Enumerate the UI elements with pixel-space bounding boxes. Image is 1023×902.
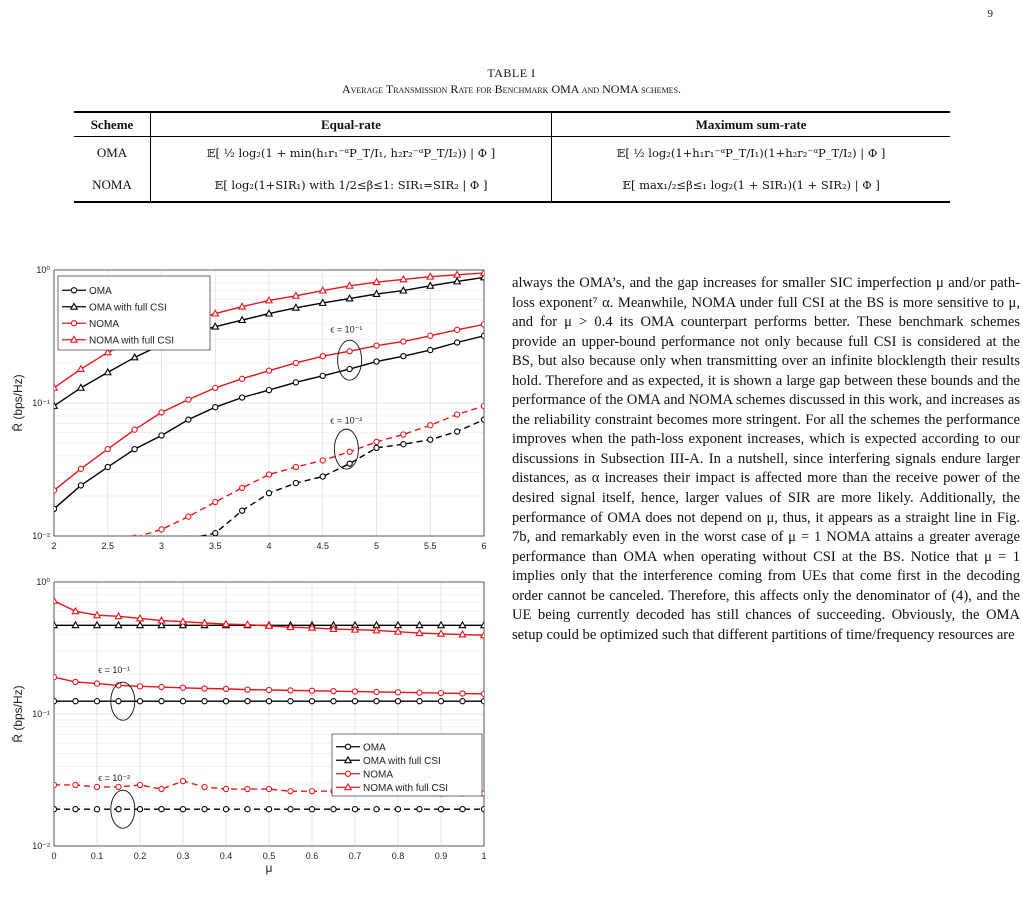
cell-scheme: OMA bbox=[74, 137, 151, 170]
data-point bbox=[428, 333, 433, 338]
data-point bbox=[51, 807, 56, 812]
data-point bbox=[266, 687, 271, 692]
data-point bbox=[94, 784, 99, 789]
data-point bbox=[288, 688, 293, 693]
data-point bbox=[245, 786, 250, 791]
data-point bbox=[213, 531, 218, 536]
legend-label: OMA with full CSI bbox=[89, 302, 167, 314]
legend-label: OMA bbox=[89, 285, 112, 297]
x-tick-label: 3.5 bbox=[208, 541, 222, 551]
data-point bbox=[51, 488, 56, 493]
data-point bbox=[137, 684, 142, 689]
data-point bbox=[460, 699, 465, 704]
body-paragraph-text: always the OMA’s, and the gap increases for smaller SIC imperfection μ and/or path-loss exponent⁷ α. Meanwhile, NOMA under full CSI at the BS is more sensitive to μ, and for μ > 0.4 its OMA counterpart performs better. These benchmark schemes provide an upper-bound performance not only because full CSI is considered at the BS, but also because only when transmitting over an infinite blocklength their results hold. Therefore and as expected, it is shown a large gap between these bounds and the performance of the OMA and NOMA schemes discussed in this work, and increases as the reliability constraint becomes more stringent. For all the schemes the performance improves when the path-loss exponent increases, which is expected according to our discussions in Subsection III-A. In a nutshell, since interfering signals endure larger distances, as α increases their impact is affected more than the receive power of the desired signal itself, hence, larger values of SIR are more likely. Additionally, the performance of OMA does not depend on μ, thus, it appears as a straight line in Fig. 7b, and remarkably even in the worst case of μ = 1 NOMA attains a greater average performance than OMA when operating without CSI at the BS. Notice that μ = 1 implies only that the interference coming from UEs that come first in the decoding order cannot be canceled. Therefore, this affects only the denominator of (4), and the UE being currently decoded has still chances of succeeding. Obviously, the OMA setup could be optimized such that different partitions of time/frequency resources are bbox=[512, 275, 1020, 643]
data-point bbox=[320, 474, 325, 479]
data-point bbox=[481, 333, 486, 338]
legend-label: NOMA bbox=[89, 318, 119, 330]
y-tick-label: 10⁰ bbox=[36, 265, 50, 275]
data-point bbox=[374, 807, 379, 812]
data-point bbox=[401, 442, 406, 447]
data-point bbox=[73, 782, 78, 787]
data-point bbox=[159, 684, 164, 689]
legend-marker bbox=[71, 288, 76, 293]
data-point bbox=[159, 433, 164, 438]
data-point bbox=[309, 789, 314, 794]
table-caption-number: TABLE I bbox=[487, 66, 536, 80]
data-point bbox=[293, 464, 298, 469]
data-point bbox=[374, 445, 379, 450]
cell-equal-rate: 𝔼[ ½ log₂(1 + min(h₁r₁⁻ᵅP_T/I₁, h₂r₂⁻ᵅP_T/I₂)) | Φ ] bbox=[151, 137, 552, 170]
data-point bbox=[481, 807, 486, 812]
series bbox=[51, 807, 486, 812]
data-point bbox=[331, 807, 336, 812]
data-point bbox=[202, 699, 207, 704]
table-row bbox=[74, 137, 950, 170]
data-point bbox=[240, 376, 245, 381]
data-point bbox=[94, 807, 99, 812]
figure-7b-chart bbox=[0, 574, 505, 902]
series bbox=[51, 699, 486, 704]
data-point bbox=[105, 447, 110, 452]
x-tick-label: 2 bbox=[51, 541, 57, 551]
data-point bbox=[288, 789, 293, 794]
header-scheme: Scheme bbox=[74, 112, 151, 137]
table-header-row bbox=[74, 112, 950, 137]
x-tick-label: 0.6 bbox=[305, 851, 319, 861]
data-point bbox=[186, 514, 191, 519]
data-point bbox=[352, 689, 357, 694]
data-point bbox=[374, 439, 379, 444]
data-point bbox=[266, 491, 271, 496]
data-point bbox=[374, 689, 379, 694]
data-point bbox=[266, 786, 271, 791]
data-point bbox=[223, 807, 228, 812]
data-point bbox=[320, 354, 325, 359]
annotation-label: ϵ = 10⁻² bbox=[330, 415, 363, 426]
data-point bbox=[347, 366, 352, 371]
data-point bbox=[116, 699, 121, 704]
data-point bbox=[73, 679, 78, 684]
data-point bbox=[293, 480, 298, 485]
data-point bbox=[374, 359, 379, 364]
data-point bbox=[159, 807, 164, 812]
data-point bbox=[51, 675, 56, 680]
data-point bbox=[428, 423, 433, 428]
annotation-label: ϵ = 10⁻¹ bbox=[98, 664, 131, 675]
legend-label: OMA with full CSI bbox=[363, 755, 441, 767]
legend-label: NOMA bbox=[363, 769, 393, 781]
legend-label: NOMA with full CSI bbox=[363, 782, 449, 794]
data-point bbox=[293, 380, 298, 385]
data-point bbox=[428, 347, 433, 352]
annotation-label: ϵ = 10⁻² bbox=[98, 773, 131, 784]
x-tick-label: 0.4 bbox=[219, 851, 233, 861]
data-point bbox=[245, 807, 250, 812]
data-point bbox=[78, 466, 83, 471]
data-point bbox=[460, 807, 465, 812]
data-point bbox=[288, 699, 293, 704]
data-point bbox=[94, 699, 99, 704]
data-point bbox=[460, 691, 465, 696]
data-point bbox=[438, 699, 443, 704]
data-point bbox=[347, 461, 352, 466]
cell-scheme: NOMA bbox=[74, 169, 151, 202]
x-tick-label: 0.9 bbox=[434, 851, 448, 861]
y-tick-label: 10⁻¹ bbox=[32, 398, 50, 408]
data-point bbox=[288, 807, 293, 812]
data-point bbox=[78, 483, 83, 488]
data-point bbox=[481, 403, 486, 408]
data-point bbox=[105, 464, 110, 469]
data-point bbox=[309, 699, 314, 704]
data-point bbox=[320, 373, 325, 378]
data-point bbox=[266, 472, 271, 477]
data-point bbox=[202, 686, 207, 691]
x-tick-label: 5 bbox=[373, 541, 380, 551]
data-point bbox=[132, 535, 137, 540]
x-tick-label: 0.5 bbox=[262, 851, 276, 861]
legend-label: NOMA with full CSI bbox=[89, 335, 175, 347]
data-point bbox=[455, 340, 460, 345]
data-point bbox=[186, 397, 191, 402]
data-point bbox=[94, 681, 99, 686]
x-tick-label: 0.1 bbox=[90, 851, 104, 861]
data-point bbox=[137, 807, 142, 812]
data-point bbox=[159, 699, 164, 704]
data-point bbox=[481, 691, 486, 696]
data-point bbox=[352, 807, 357, 812]
data-point bbox=[223, 686, 228, 691]
data-point bbox=[331, 699, 336, 704]
data-point bbox=[417, 690, 422, 695]
data-point bbox=[455, 429, 460, 434]
data-point bbox=[347, 449, 352, 454]
x-tick-label: 6 bbox=[481, 541, 487, 551]
data-point bbox=[401, 354, 406, 359]
data-point bbox=[51, 506, 56, 511]
y-axis-label: R̄ (bps/Hz) bbox=[11, 685, 25, 743]
data-point bbox=[438, 690, 443, 695]
data-point bbox=[245, 687, 250, 692]
data-point bbox=[213, 405, 218, 410]
data-point bbox=[309, 688, 314, 693]
data-point bbox=[159, 786, 164, 791]
data-point bbox=[180, 779, 185, 784]
data-point bbox=[245, 699, 250, 704]
x-tick-label: 2.5 bbox=[101, 541, 115, 551]
legend-label: OMA bbox=[363, 742, 386, 754]
data-point bbox=[180, 699, 185, 704]
benchmark-table bbox=[74, 111, 950, 203]
data-point bbox=[293, 360, 298, 365]
data-point bbox=[186, 417, 191, 422]
x-tick-label: 5.5 bbox=[423, 541, 437, 551]
header-equal-rate: Equal-rate bbox=[151, 112, 552, 137]
data-point bbox=[374, 343, 379, 348]
data-point bbox=[186, 536, 191, 541]
legend-marker bbox=[345, 744, 350, 749]
y-tick-label: 10⁻² bbox=[32, 841, 50, 851]
data-point bbox=[266, 368, 271, 373]
data-point bbox=[202, 807, 207, 812]
x-tick-label: 0.7 bbox=[348, 851, 362, 861]
y-tick-label: 10⁻¹ bbox=[32, 709, 50, 719]
x-tick-label: 0.8 bbox=[391, 851, 405, 861]
data-point bbox=[116, 784, 121, 789]
data-point bbox=[266, 807, 271, 812]
data-point bbox=[309, 807, 314, 812]
annotation-label: ϵ = 10⁻¹ bbox=[330, 324, 363, 335]
data-point bbox=[401, 339, 406, 344]
data-point bbox=[51, 782, 56, 787]
page-number: 9 bbox=[987, 8, 993, 20]
data-point bbox=[116, 807, 121, 812]
data-point bbox=[401, 432, 406, 437]
data-point bbox=[132, 447, 137, 452]
data-point bbox=[202, 784, 207, 789]
data-point bbox=[395, 690, 400, 695]
data-point bbox=[223, 699, 228, 704]
legend-marker bbox=[345, 771, 350, 776]
legend bbox=[332, 734, 482, 796]
data-point bbox=[395, 699, 400, 704]
table-row bbox=[74, 169, 950, 202]
data-point bbox=[240, 508, 245, 513]
x-tick-label: 3 bbox=[158, 541, 165, 551]
x-tick-label: 4 bbox=[266, 541, 272, 551]
data-point bbox=[320, 458, 325, 463]
data-point bbox=[73, 699, 78, 704]
data-point bbox=[417, 807, 422, 812]
data-point bbox=[266, 388, 271, 393]
data-point bbox=[374, 699, 379, 704]
data-point bbox=[481, 322, 486, 327]
legend bbox=[58, 276, 210, 350]
data-point bbox=[223, 786, 228, 791]
x-axis-label: μ bbox=[265, 861, 273, 875]
data-point bbox=[51, 699, 56, 704]
data-point bbox=[159, 410, 164, 415]
data-point bbox=[266, 699, 271, 704]
data-point bbox=[240, 395, 245, 400]
data-point bbox=[481, 699, 486, 704]
data-point bbox=[137, 699, 142, 704]
data-point bbox=[213, 499, 218, 504]
data-point bbox=[352, 699, 357, 704]
x-tick-label: 1 bbox=[481, 851, 487, 861]
data-point bbox=[73, 807, 78, 812]
data-point bbox=[347, 349, 352, 354]
data-point bbox=[180, 807, 185, 812]
body-paragraph bbox=[512, 274, 1020, 645]
data-point bbox=[481, 417, 486, 422]
table-caption-title: Average Transmission Rate for Benchmark OMA and NOMA schemes. bbox=[341, 82, 682, 96]
data-point bbox=[240, 485, 245, 490]
cell-max-sum-rate: 𝔼[ ½ log₂(1+h₁r₁⁻ᵅP_T/I₁)(1+h₂r₂⁻ᵅP_T/I₂) | Φ ] bbox=[616, 146, 886, 160]
y-tick-label: 10⁰ bbox=[36, 577, 50, 587]
data-point bbox=[455, 327, 460, 332]
data-point bbox=[455, 412, 460, 417]
data-point bbox=[180, 685, 185, 690]
x-tick-label: 4.5 bbox=[316, 541, 330, 551]
x-tick-label: 0.3 bbox=[176, 851, 190, 861]
cell-max-sum-rate: 𝔼[ max₁/₂≤β≤₁ log₂(1 + SIR₁)(1 + SIR₂) | Φ ] bbox=[552, 169, 951, 202]
data-point bbox=[438, 807, 443, 812]
x-tick-label: 0 bbox=[51, 851, 57, 861]
x-tick-label: 0.2 bbox=[133, 851, 147, 861]
figure-7a-chart bbox=[0, 262, 505, 562]
data-point bbox=[132, 427, 137, 432]
y-tick-label: 10⁻² bbox=[32, 531, 50, 541]
y-axis-label: R̄ (bps/Hz) bbox=[11, 374, 25, 432]
data-point bbox=[395, 807, 400, 812]
data-point bbox=[137, 782, 142, 787]
data-point bbox=[331, 689, 336, 694]
data-point bbox=[417, 699, 422, 704]
data-point bbox=[213, 385, 218, 390]
cell-equal-rate: 𝔼[ log₂(1+SIR₁) with 1/2≤β≤1: SIR₁=SIR₂ | Φ ] bbox=[151, 169, 552, 202]
legend-marker bbox=[71, 321, 76, 326]
data-point bbox=[428, 437, 433, 442]
data-point bbox=[159, 527, 164, 532]
header-max-sum-rate: Maximum sum-rate bbox=[552, 112, 951, 137]
